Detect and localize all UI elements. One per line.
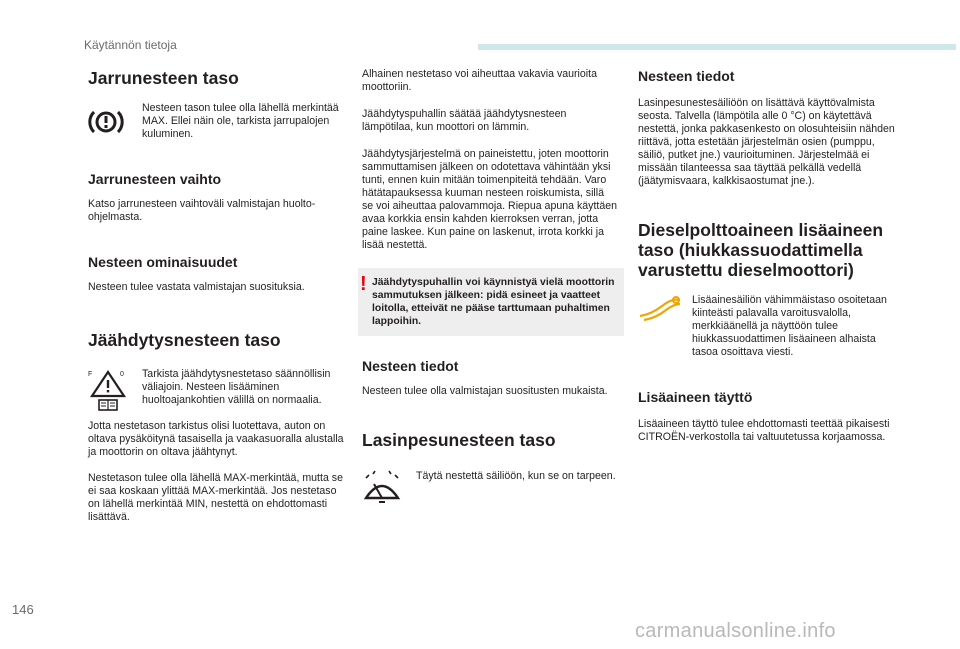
coolant-warning-icon — [88, 368, 128, 412]
washer-fluid-info-title: Nesteen tiedot — [638, 68, 735, 84]
additive-refill-title: Lisäaineen täyttö — [638, 389, 753, 406]
brake-change-title: Jarrunesteen vaihto — [88, 171, 222, 188]
pressurised-system-text: Jäähdytysjärjestelmä on paineistettu, joten moottorin sammuttamisen jälkeen on odotettava vähintään yksi tunti, ennen kuin mitään toimenpiteitä tehdään. Varo hätätapauksessa kuuman nesteen roiskumista, sillä se voi aiheuttaa palovammoja. Riepua apuna käyttäen avaa korkkia ensin kahden kierroksen verran, jotta paine laskee. Kun paine on laskenut, irrota korkki ja lisää nestettä. — [362, 148, 618, 251]
washer-section — [362, 470, 618, 506]
additive-refill-text: Lisäaineen täyttö tulee ehdottomasti teettää pikaisesti CITROËN-verkostolla tai valtuutetussa korjaamossa. — [638, 417, 890, 443]
diesel-additive-icon — [638, 294, 682, 326]
warning-text: Jäähdytyspuhallin voi käynnistyä vielä moottorin sammutuksen jälkeen: pidä esineet ja vaatteet loitolla, etteivät ne pääse tarttumaan puhaltimen lappoihin. — [372, 277, 615, 327]
low-level-text: Alhainen nestetaso voi aiheuttaa vakavia vaurioita moottoriin. — [362, 68, 597, 93]
diesel-additive-text: Lisäainesäiliön vähimmäistaso osoitetaan kiinteästi palavalla varoitusvalolla, merkkiäänellä ja näyttöön tulee hiukkassuodattimen lisäaineen alhaista tasoa osoittava viesti. — [692, 294, 887, 359]
warning-exclamation-icon: ! — [360, 273, 367, 295]
brake-icon-box — [88, 102, 142, 138]
brake-warning-icon — [88, 106, 124, 138]
column-3 — [638, 62, 898, 444]
svg-text:0: 0 — [120, 370, 124, 378]
cooling-fan-text: Jäähdytyspuhallin säätää jäähdytysnesteen lämpötilaa, kun moottori on lämmin. — [362, 108, 567, 133]
fluid-properties-title: Nesteen ominaisuudet — [88, 253, 238, 270]
coolant-check-text: Tarkista jäähdytysnestetaso säännöllisin väliajoin. Nesteen lisääminen huoltoajankohtien välillä on normaalia. — [142, 367, 331, 406]
coolant-title: Jäähdytysnesteen taso — [88, 329, 281, 350]
washer-fluid-icon — [362, 470, 402, 506]
brake-fluid-title: Jarrunesteen taso — [88, 68, 239, 88]
brake-change-text: Katso jarrunesteen vaihtoväli valmistajan huolto-ohjelmasta. — [88, 197, 316, 223]
diesel-additive-section — [638, 294, 898, 359]
section-header: Käytännön tietoja — [84, 38, 177, 52]
washer-fluid-title: Lasinpesunesteen taso — [362, 429, 556, 450]
fluid-info-title: Nesteen tiedot — [362, 358, 459, 374]
fluid-info-text: Nesteen tulee olla valmistajan suositusten mukaista. — [362, 384, 608, 397]
header-accent-bar — [478, 44, 956, 50]
brake-fluid-section — [88, 102, 346, 141]
washer-fluid-info-text: Lasinpesunestesäiliöön on lisättävä käyttövalmista seosta. Talvella (lämpötila alle 0 °C) on käytettävä nestettä, jonka pakkasenkesto on olosuhteisiin nähden riittävä, jotta estetään järjestelmän osien (pumppu, säiliö, putket jne.) vaurioituminen. Järjestelmää ei missään tilanteessa saa täyttää pelkällä vedellä (jäätymisvaara, kalkkisaostumat jne.). — [638, 96, 895, 187]
column-1 — [88, 62, 346, 524]
coolant-section — [88, 368, 346, 412]
coolant-level-text: Nestetason tulee olla lähellä MAX-merkintää, mutta se ei saa koskaan ylittää MAX-merkintää. Jos nestetaso on lähellä merkintää MIN, nestettä on ehdottomasti lisättävä. — [88, 471, 343, 523]
coolant-procedure-text: Jotta nestetason tarkistus olisi luotettava, auton on oltava pysäköitynä tasaisella ja vaakasuoralla alustalla ja moottorin on oltava jäähtynyt. — [88, 419, 344, 458]
diesel-additive-title: Dieselpolttoaineen lisäaineen taso (hiukkassuodattimella varustettu dieselmoottori) — [638, 219, 884, 281]
watermark: carmanualsonline.info — [635, 620, 836, 642]
washer-fill-text: Täytä nestettä säiliöön, kun se on tarpeen. — [416, 469, 616, 482]
fluid-properties-text: Nesteen tulee vastata valmistajan suosituksia. — [88, 280, 305, 293]
svg-text:F: F — [88, 370, 93, 378]
warning-box — [358, 268, 624, 336]
page-number: 146 — [12, 602, 34, 617]
coolant-icon-box — [88, 368, 142, 412]
brake-level-text: Nesteen tason tulee olla lähellä merkintää MAX. Ellei näin ole, tarkista jarrupalojen kuluminen. — [142, 102, 339, 141]
diesel-icon-box — [638, 294, 692, 326]
washer-icon-box — [362, 470, 416, 506]
column-2 — [362, 62, 618, 506]
